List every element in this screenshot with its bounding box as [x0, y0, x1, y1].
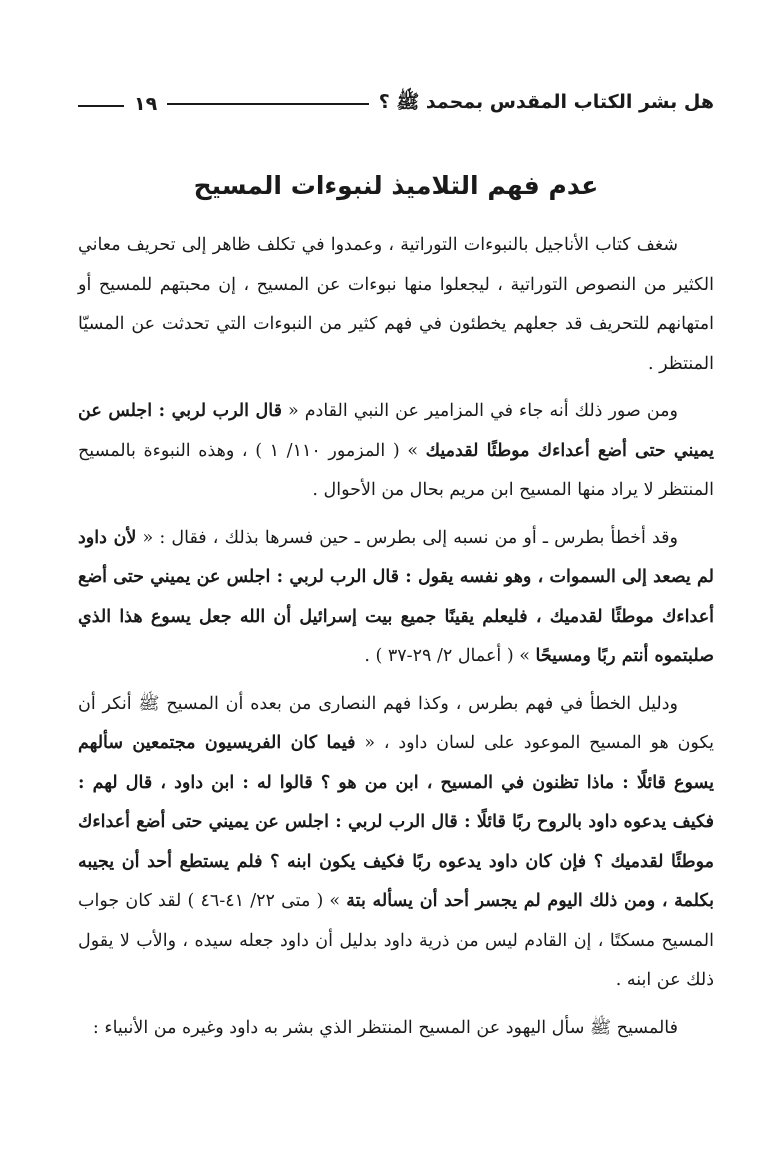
running-title: هل بشر الكتاب المقدس بمحمد ﷺ ؟: [378, 91, 714, 113]
paragraph-2-intro: ومن صور ذلك أنه جاء في المزامير عن النبي القادم «: [281, 401, 679, 421]
paragraph-4-intro: ودليل الخطأ في فهم بطرس ، وكذا فهم النصارى من بعده أن المسيح ﷺ أنكر أن يكون هو المسيح الموعود على لسان داود ، «: [78, 693, 714, 753]
running-header: [78, 88, 714, 120]
body-text: [78, 226, 714, 1048]
paragraph-5: فالمسيح ﷺ سأل اليهود عن المسيح المنتظر الذي بشر به داود وغيره من الأنبياء :: [92, 1017, 678, 1038]
paragraph-3-rest: » ( أعمال ٢/ ٢٩-٣٧ ) .: [364, 646, 536, 666]
header-rule-long: [167, 103, 369, 105]
page-number: ١٩: [134, 93, 158, 115]
paragraph-1: شغف كتاب الأناجيل بالنبوءات التوراتية ، وعمدوا في تكلف ظاهر إلى تحريف معاني الكثير من النصوص التوراتية ، ليجعلوا منها نبوءات عن المسيح ، إن محبتهم للمسيح أو امتهانهم للتحريف قد جعلهم يخطئون في فهم كثير من النبوءات التي تحدثت عن المسيّا المنتظر .: [78, 235, 714, 374]
section-heading: عدم فهم التلاميذ لنبوءات المسيح: [193, 171, 599, 200]
paragraph-4-rest: » ( متى ٢٢/ ٤١-٤٦ ) لقد كان جواب المسيح مسكتًا ، إن القادم ليس من ذرية داود بدليل أن داود جعله سيده ، والأب لا يقول ذلك عن ابنه .: [78, 891, 714, 990]
paragraph-4-quote: فيما كان الفريسيون مجتمعين سألهم يسوع قائلًا : ماذا تظنون في المسيح ، ابن من هو ؟ قالوا له : ابن داود ، قال لهم : فكيف يدعوه داود بالروح ربًا قائلًا : قال الرب لربي : اجلس عن يميني حتى أضع أعداءك موطئًا لقدميك ؟ فإن كان داود يدعوه ربًا فكيف يكون ابنه ؟ فلم يستطع أحد أن يجيبه بكلمة ، ومن ذلك اليوم لم يجسر أحد أن يسأله بتة: [78, 733, 714, 911]
header-rule-short: [78, 105, 124, 107]
paragraph-3-quote: لأن داود لم يصعد إلى السموات ، وهو نفسه يقول : قال الرب لربي : اجلس عن يميني حتى أضع أعداءك موطئًا لقدميك ، فليعلم يقينًا جميع بيت إسرائيل أن الله جعل يسوع هذا الذي صلبتموه أنتم ربًا ومسيحًا: [78, 527, 714, 666]
paragraph-4: [78, 685, 714, 1001]
paragraph-2-quote: قال الرب لربي : اجلس عن يميني حتى أضع أعداءك موطئًا لقدميك: [78, 401, 714, 461]
paragraph-2: [78, 392, 714, 511]
paragraph-3-intro: وقد أخطأ بطرس ـ أو من نسبه إلى بطرس ـ حين فسرها بذلك ، فقال : «: [136, 527, 678, 548]
paragraph-2-rest: » ( المزمور ١١٠/ ١ ) ، وهذه النبوءة بالمسيح المنتظر لا يراد منها المسيح ابن مريم بحال من الأحوال .: [78, 440, 714, 500]
paragraph-3: [78, 519, 714, 677]
